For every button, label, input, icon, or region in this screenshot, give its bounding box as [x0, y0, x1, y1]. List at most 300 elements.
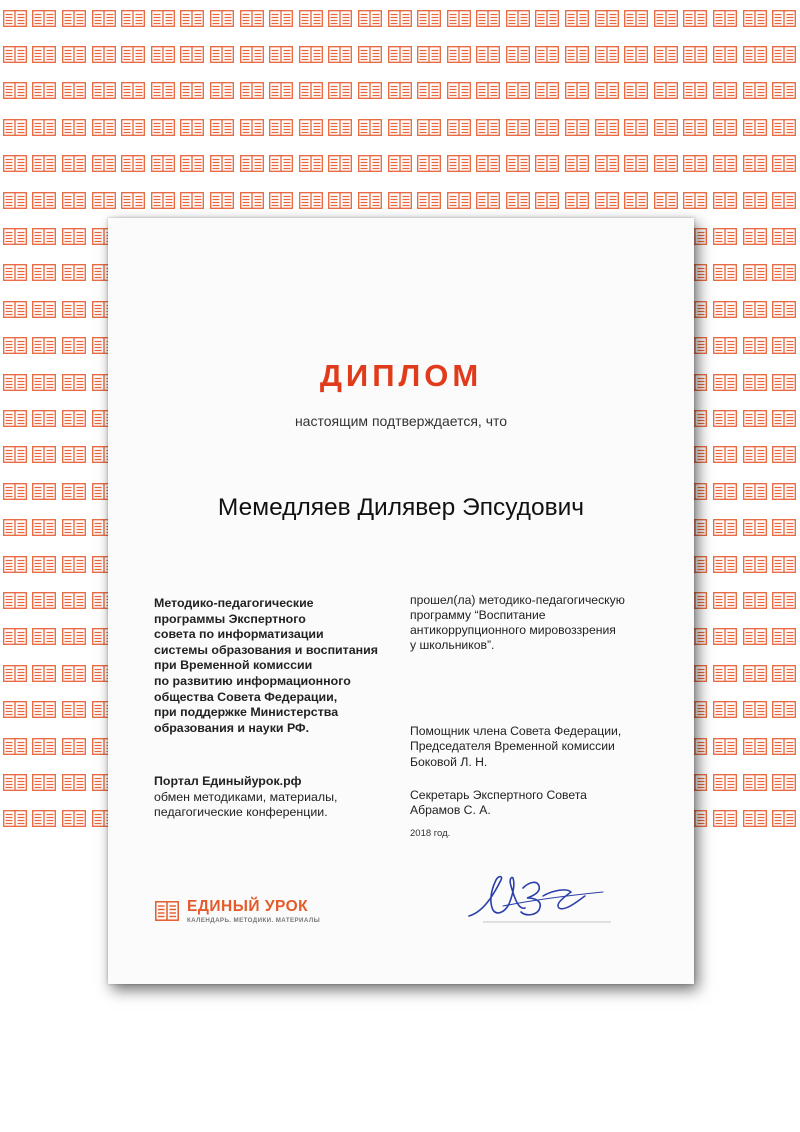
book-icon — [0, 546, 30, 582]
book-icon — [769, 73, 799, 109]
book-icon — [710, 691, 740, 727]
book-icon — [710, 291, 740, 327]
organization-block — [154, 596, 394, 736]
book-icon — [30, 73, 60, 109]
book-icon — [59, 364, 89, 400]
book-icon — [710, 473, 740, 509]
book-icon — [30, 655, 60, 691]
completion-line: прошел(ла) методико-педагогическую — [410, 593, 625, 607]
book-icon — [0, 255, 30, 291]
organization-line: по развитию информационного — [154, 673, 351, 688]
book-icon — [769, 728, 799, 764]
book-icon — [59, 36, 89, 72]
book-icon — [59, 328, 89, 364]
book-icon — [59, 764, 89, 800]
book-icon — [30, 437, 60, 473]
book-icon — [533, 73, 563, 109]
book-icon — [740, 546, 770, 582]
book-icon — [237, 146, 267, 182]
book-icon — [474, 146, 504, 182]
book-icon — [474, 182, 504, 218]
book-icon — [444, 36, 474, 72]
book-icon — [503, 36, 533, 72]
book-icon — [148, 109, 178, 145]
book-icon — [533, 109, 563, 145]
book-icon — [385, 109, 415, 145]
book-icon — [681, 73, 711, 109]
book-icon — [651, 36, 681, 72]
book-icon — [266, 109, 296, 145]
book-icon — [769, 109, 799, 145]
book-icon — [59, 146, 89, 182]
book-icon — [148, 182, 178, 218]
book-icon — [0, 728, 30, 764]
book-icon — [237, 73, 267, 109]
book-icon — [59, 473, 89, 509]
book-icon — [30, 400, 60, 436]
book-icon — [651, 0, 681, 36]
book-icon — [118, 182, 148, 218]
book-icon — [621, 0, 651, 36]
book-icon — [681, 36, 711, 72]
book-icon — [710, 182, 740, 218]
book-icon — [769, 0, 799, 36]
book-icon — [178, 146, 208, 182]
book-icon — [740, 801, 770, 835]
book-icon — [592, 73, 622, 109]
book-icon — [414, 109, 444, 145]
book-icon — [710, 146, 740, 182]
book-icon — [30, 109, 60, 145]
book-icon — [769, 218, 799, 254]
book-icon — [681, 182, 711, 218]
book-icon — [503, 182, 533, 218]
book-icon — [59, 509, 89, 545]
book-icon — [769, 400, 799, 436]
book-icon — [148, 73, 178, 109]
book-icon — [740, 619, 770, 655]
book-icon — [296, 109, 326, 145]
book-icon — [533, 36, 563, 72]
book-icon — [30, 546, 60, 582]
book-icon — [740, 36, 770, 72]
assistant-line: Помощник члена Совета Федерации, — [410, 724, 622, 738]
book-icon — [769, 437, 799, 473]
book-icon — [562, 182, 592, 218]
book-icon — [710, 728, 740, 764]
book-icon — [30, 619, 60, 655]
book-icon — [30, 182, 60, 218]
signature-icon — [463, 866, 613, 926]
book-icon — [710, 255, 740, 291]
book-icon — [59, 801, 89, 835]
book-icon — [355, 36, 385, 72]
book-icon — [266, 0, 296, 36]
book-icon — [651, 109, 681, 145]
book-icon — [326, 109, 356, 145]
book-icon — [444, 182, 474, 218]
book-icon — [769, 764, 799, 800]
book-icon — [681, 146, 711, 182]
book-icon — [740, 255, 770, 291]
book-icon — [30, 328, 60, 364]
book-icon — [118, 73, 148, 109]
book-icon — [30, 364, 60, 400]
book-icon — [0, 655, 30, 691]
book-icon — [621, 73, 651, 109]
book-icon — [59, 655, 89, 691]
diploma-title: ДИПЛОМ — [319, 358, 483, 393]
book-icon — [59, 218, 89, 254]
book-icon — [30, 509, 60, 545]
book-icon — [710, 764, 740, 800]
book-icon — [740, 0, 770, 36]
book-icon — [148, 0, 178, 36]
issue-year: 2018 год. — [410, 828, 451, 839]
book-icon — [148, 146, 178, 182]
book-icon — [59, 73, 89, 109]
assistant-block — [410, 724, 680, 770]
book-icon — [414, 36, 444, 72]
book-icon — [592, 182, 622, 218]
book-icon — [740, 582, 770, 618]
book-icon — [89, 146, 119, 182]
book-icon — [89, 73, 119, 109]
book-icon — [0, 691, 30, 727]
book-icon — [89, 36, 119, 72]
book-icon — [651, 146, 681, 182]
organization-line: образования и науки РФ. — [154, 720, 310, 735]
book-icon — [178, 109, 208, 145]
book-icon — [326, 36, 356, 72]
book-icon — [474, 36, 504, 72]
book-icon — [237, 36, 267, 72]
book-icon — [148, 36, 178, 72]
organization-line: при Временной комиссии — [154, 658, 313, 673]
book-icon — [769, 364, 799, 400]
book-icon — [740, 728, 770, 764]
book-icon — [30, 582, 60, 618]
book-icon — [30, 36, 60, 72]
organization-line: Методико-педагогические — [154, 596, 314, 610]
book-icon — [710, 619, 740, 655]
book-icon — [769, 328, 799, 364]
book-icon — [178, 0, 208, 36]
book-icon — [769, 801, 799, 835]
book-icon — [0, 109, 30, 145]
book-icon — [533, 182, 563, 218]
book-icon — [444, 0, 474, 36]
book-icon — [562, 36, 592, 72]
assistant-line: Председателя Временной комиссии — [410, 739, 615, 754]
book-icon — [0, 764, 30, 800]
completion-line: программу “Воспитание — [410, 608, 546, 622]
book-icon — [296, 73, 326, 109]
book-icon — [0, 73, 30, 109]
edinyi-urok-logo — [155, 898, 355, 928]
assistant-line: Боковой Л. Н. — [410, 754, 488, 769]
book-icon — [355, 0, 385, 36]
book-icon — [59, 619, 89, 655]
recipient-name: Мемедляев Дилявер Эпсудович — [217, 494, 585, 521]
book-icon — [562, 146, 592, 182]
book-icon — [30, 801, 60, 835]
book-icon — [118, 109, 148, 145]
secretary-line: Абрамов С. А. — [410, 803, 491, 818]
book-icon — [237, 182, 267, 218]
book-icon — [444, 146, 474, 182]
book-icon — [0, 582, 30, 618]
book-icon — [621, 109, 651, 145]
portal-block — [154, 774, 394, 821]
book-icon — [769, 36, 799, 72]
book-icon — [740, 109, 770, 145]
book-icon — [89, 109, 119, 145]
book-icon — [681, 0, 711, 36]
completion-line: у школьников”. — [410, 638, 495, 652]
book-icon — [740, 473, 770, 509]
book-icon — [237, 0, 267, 36]
secretary-line: Секретарь Экспертного Совета — [410, 788, 587, 802]
book-icon — [30, 218, 60, 254]
book-icon — [740, 146, 770, 182]
book-icon — [710, 109, 740, 145]
book-icon — [296, 0, 326, 36]
book-icon — [0, 437, 30, 473]
book-icon — [710, 0, 740, 36]
book-icon — [533, 0, 563, 36]
book-icon — [89, 0, 119, 36]
book-icon — [740, 364, 770, 400]
book-icon — [355, 73, 385, 109]
book-icon — [710, 546, 740, 582]
book-icon — [355, 146, 385, 182]
book-icon — [30, 291, 60, 327]
book-icon — [710, 400, 740, 436]
book-icon — [59, 400, 89, 436]
book-icon — [769, 691, 799, 727]
book-icon — [207, 0, 237, 36]
book-icon — [0, 328, 30, 364]
book-icon — [0, 619, 30, 655]
book-icon — [651, 182, 681, 218]
diploma-subtitle: настоящим подтверждается, что — [294, 413, 508, 429]
book-icon — [59, 691, 89, 727]
logo-tagline: КАЛЕНДАРЬ. МЕТОДИКИ. МАТЕРИАЛЫ — [187, 917, 321, 924]
book-icon — [59, 255, 89, 291]
book-icon — [118, 0, 148, 36]
book-icon — [385, 36, 415, 72]
book-icon — [474, 0, 504, 36]
book-icon — [769, 582, 799, 618]
book-icon — [769, 655, 799, 691]
book-icon — [178, 182, 208, 218]
book-icon — [769, 619, 799, 655]
book-icon — [533, 146, 563, 182]
book-icon — [740, 291, 770, 327]
book-icon — [740, 218, 770, 254]
book-icon — [385, 73, 415, 109]
book-icon — [710, 582, 740, 618]
book-icon — [355, 182, 385, 218]
book-icon — [0, 0, 30, 36]
book-icon — [178, 36, 208, 72]
book-icon — [769, 146, 799, 182]
book-icon — [30, 691, 60, 727]
book-icon — [740, 691, 770, 727]
book-icon — [474, 73, 504, 109]
diploma-sheet — [108, 218, 694, 984]
book-icon — [59, 728, 89, 764]
book-icon — [326, 73, 356, 109]
book-icon — [592, 36, 622, 72]
book-icon — [266, 182, 296, 218]
book-icon — [30, 255, 60, 291]
book-icon — [414, 0, 444, 36]
book-icon — [59, 437, 89, 473]
book-icon — [710, 73, 740, 109]
book-icon — [0, 801, 30, 835]
book-icon — [562, 109, 592, 145]
organization-line: программы Экспертного — [154, 611, 306, 626]
book-icon — [59, 0, 89, 36]
book-icon — [237, 109, 267, 145]
book-icon — [118, 36, 148, 72]
organization-line: при поддержке Министерства — [154, 705, 339, 720]
book-icon — [266, 36, 296, 72]
book-icon — [89, 182, 119, 218]
book-icon — [0, 218, 30, 254]
book-icon — [30, 473, 60, 509]
secretary-block — [410, 788, 680, 819]
book-icon — [0, 473, 30, 509]
book-icon — [562, 0, 592, 36]
book-icon — [355, 109, 385, 145]
book-icon — [621, 146, 651, 182]
completion-line: антикоррупционного мировоззрения — [410, 623, 616, 637]
book-icon — [740, 437, 770, 473]
book-icon — [207, 73, 237, 109]
completion-block — [410, 593, 680, 653]
book-icon — [710, 801, 740, 835]
book-icon — [621, 36, 651, 72]
book-icon — [59, 582, 89, 618]
book-icon — [59, 291, 89, 327]
book-icon — [266, 146, 296, 182]
book-icon — [740, 764, 770, 800]
book-icon — [474, 109, 504, 145]
book-icon — [0, 182, 30, 218]
book-icon — [740, 509, 770, 545]
organization-line: системы образования и воспитания — [154, 642, 378, 657]
book-icon — [296, 36, 326, 72]
book-icon — [710, 655, 740, 691]
book-icon — [503, 0, 533, 36]
book-icon — [385, 182, 415, 218]
book-icon — [710, 218, 740, 254]
book-icon — [59, 546, 89, 582]
book-icon — [385, 0, 415, 36]
book-icon — [740, 182, 770, 218]
book-icon — [0, 146, 30, 182]
book-icon — [118, 146, 148, 182]
book-icon — [769, 291, 799, 327]
book-icon — [0, 509, 30, 545]
book-icon — [444, 73, 474, 109]
book-icon — [30, 764, 60, 800]
book-icon — [710, 437, 740, 473]
book-icon — [592, 109, 622, 145]
book-icon — [178, 73, 208, 109]
book-icon — [621, 182, 651, 218]
book-icon — [207, 36, 237, 72]
book-icon — [207, 182, 237, 218]
book-icon — [385, 146, 415, 182]
book-icon — [769, 473, 799, 509]
portal-line: педагогические конференции. — [154, 805, 328, 820]
book-icon — [155, 901, 179, 921]
book-icon — [769, 182, 799, 218]
book-icon — [207, 146, 237, 182]
book-icon — [710, 36, 740, 72]
book-icon — [59, 109, 89, 145]
book-icon — [0, 364, 30, 400]
book-icon — [0, 291, 30, 327]
book-icon — [710, 509, 740, 545]
book-icon — [414, 73, 444, 109]
book-icon — [326, 0, 356, 36]
book-icon — [266, 73, 296, 109]
portal-line: обмен методиками, материалы, — [154, 789, 338, 804]
portal-title: Портал Единыйурок.рф — [154, 774, 302, 788]
book-icon — [30, 728, 60, 764]
book-icon — [740, 328, 770, 364]
book-icon — [592, 0, 622, 36]
book-icon — [710, 364, 740, 400]
book-icon — [769, 255, 799, 291]
logo-name: ЕДИНЫЙ УРОК — [187, 898, 309, 915]
organization-line: совета по информатизации — [154, 627, 324, 642]
book-icon — [651, 73, 681, 109]
book-icon — [30, 146, 60, 182]
book-icon — [769, 509, 799, 545]
book-icon — [59, 182, 89, 218]
book-icon — [592, 146, 622, 182]
book-icon — [444, 109, 474, 145]
book-icon — [326, 146, 356, 182]
book-icon — [710, 328, 740, 364]
book-icon — [296, 182, 326, 218]
book-icon — [207, 109, 237, 145]
book-icon — [562, 73, 592, 109]
book-icon — [740, 73, 770, 109]
book-icon — [740, 655, 770, 691]
book-icon — [0, 400, 30, 436]
book-icon — [503, 109, 533, 145]
book-icon — [414, 182, 444, 218]
organization-line: общества Совета Федерации, — [154, 689, 338, 704]
book-icon — [503, 146, 533, 182]
book-icon — [740, 400, 770, 436]
book-icon — [681, 109, 711, 145]
book-icon — [769, 546, 799, 582]
book-icon — [296, 146, 326, 182]
book-icon — [0, 36, 30, 72]
book-icon — [503, 73, 533, 109]
book-icon — [414, 146, 444, 182]
book-icon — [326, 182, 356, 218]
book-icon — [30, 0, 60, 36]
